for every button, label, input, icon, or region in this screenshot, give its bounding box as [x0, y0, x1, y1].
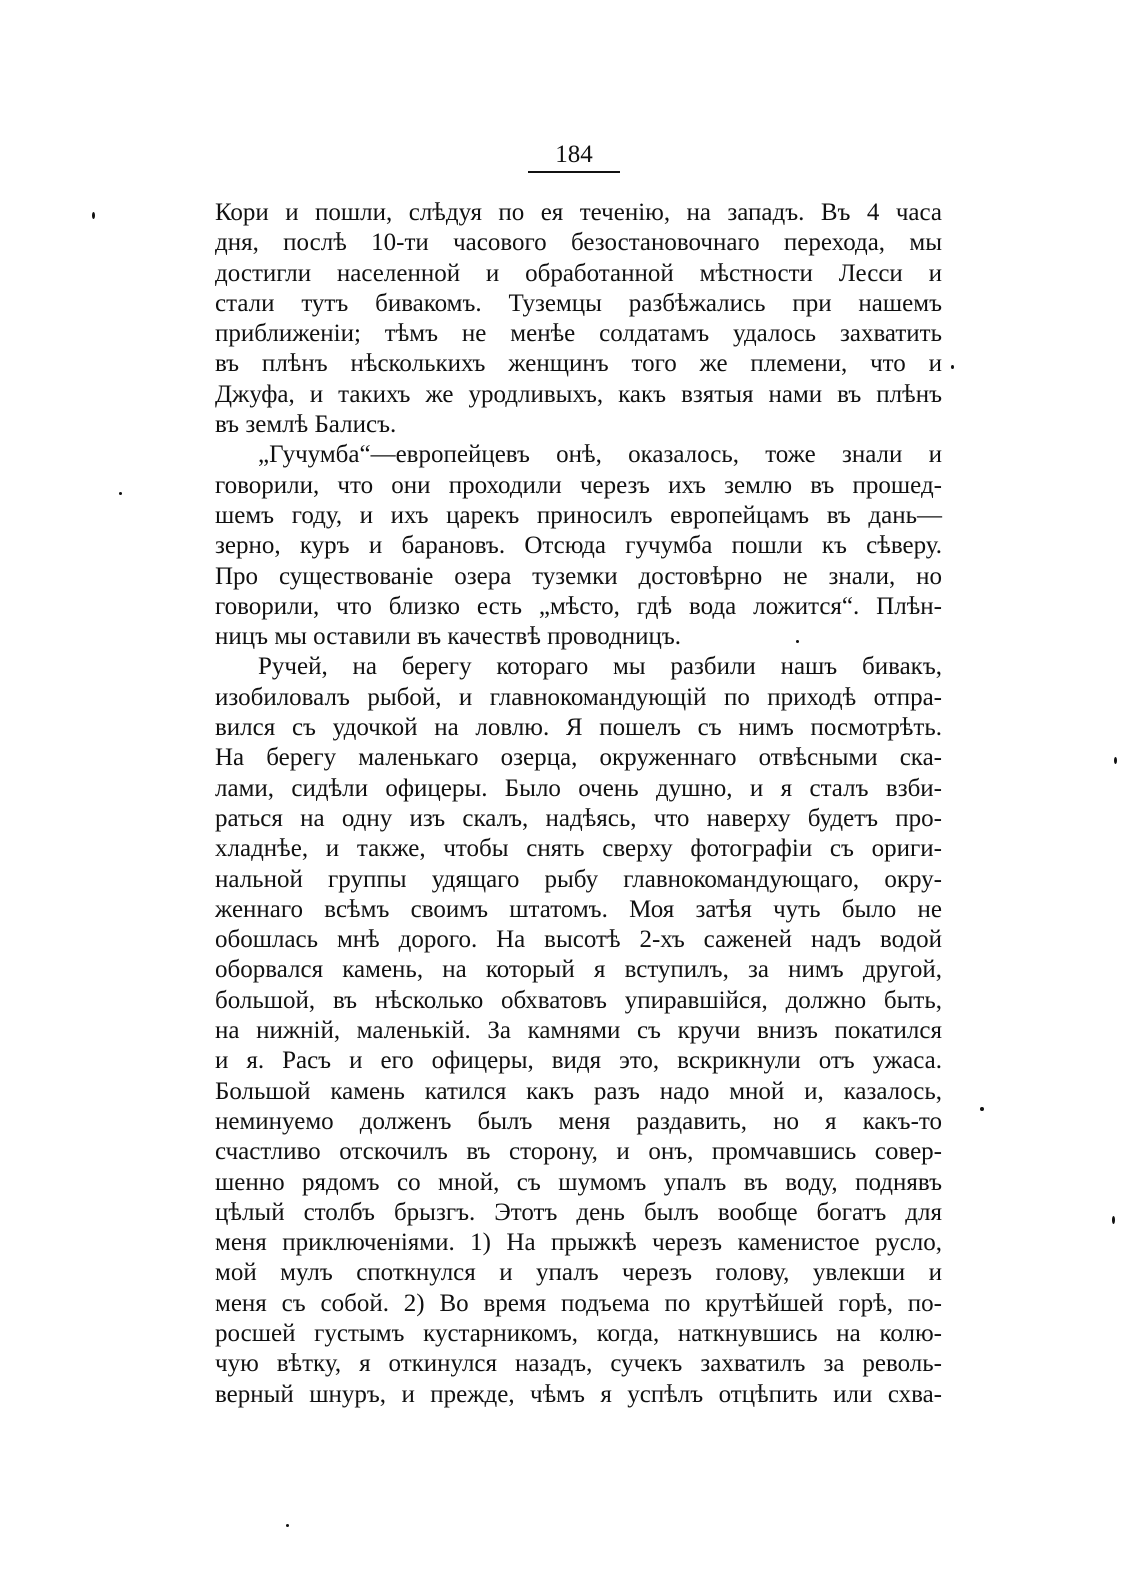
text-line: изобиловалъ рыбой, и главнокомандующій по приходѣ отпра- — [215, 683, 942, 711]
scan-speck — [286, 1524, 289, 1527]
text-line: счастливо отскочилъ въ сторону, и онъ, промчавшись совер- — [215, 1138, 942, 1166]
text-line: достигли населенной и обработанной мѣстности Лесси и — [215, 259, 942, 287]
text-line: мой мулъ споткнулся и упалъ черезъ голову, увлекши и — [215, 1259, 942, 1287]
text-line: цѣлый столбъ брызгъ. Этотъ день былъ вообще богатъ для — [215, 1198, 942, 1226]
text-line: шемъ году, и ихъ царекъ приносилъ европейцамъ въ дань— — [215, 501, 942, 529]
text-line: меня съ собой. 2) Во время подъема по крутѣйшей горѣ, по- — [215, 1289, 942, 1317]
text-line: говорили, что они проходили черезъ ихъ землю въ прошед- — [215, 471, 942, 499]
page-number: 184 — [528, 140, 620, 173]
scan-speck — [951, 365, 954, 369]
text-line: Большой камень катился какъ разъ надо мной и, казалось, — [215, 1077, 942, 1105]
text-line: меня приключеніями. 1) На прыжкѣ черезъ каменистое русло, — [215, 1229, 942, 1257]
scan-speck — [796, 640, 799, 643]
text-line: зерно, куръ и барановъ. Отсюда гучумба пошли къ сѣверу. — [215, 532, 942, 560]
text-line: дня, послѣ 10-ти часового безостановочнаго перехода, мы — [215, 229, 942, 257]
text-line: хладнѣе, и также, чтобы снять сверху фотографіи съ ориги- — [215, 835, 942, 863]
text-line: обошлась мнѣ дорого. На высотѣ 2-хъ саженей надъ водой — [215, 926, 942, 954]
text-line: и я. Расъ и его офицеры, видя это, вскрикнули отъ ужаса. — [215, 1047, 942, 1075]
text-line: на нижній, маленькій. За камнями съ кручи внизъ покатился — [215, 1017, 942, 1045]
text-line: въ плѣнъ нѣсколькихъ женщинъ того же племени, что и — [215, 350, 942, 378]
text-line: ницъ мы оставили въ качествѣ проводницъ. — [215, 623, 682, 651]
text-line: въ землѣ Балисъ. — [215, 411, 397, 439]
text-line: На берегу маленькаго озерца, окруженнаго отвѣсными ска- — [215, 744, 942, 772]
text-line: приближеніи; тѣмъ не менѣе солдатамъ удалось захватить — [215, 320, 942, 348]
text-line: говорили, что близко есть „мѣсто, гдѣ вода ложится“. Плѣн- — [215, 592, 942, 620]
text-line: Кори и пошли, слѣдуя по ея теченію, на западъ. Въ 4 часа — [215, 199, 942, 226]
text-line: росшей густымъ кустарникомъ, когда, наткнувшись на колю- — [215, 1319, 942, 1347]
text-line: оборвался камень, на который я вступилъ, за нимъ другой, — [215, 956, 942, 984]
scan-speck — [980, 1107, 984, 1111]
text-line: шенно рядомъ со мной, съ шумомъ упалъ въ воду, поднявъ — [215, 1168, 942, 1196]
text-line: Про существованіе озера туземки достовѣрно не знали, но — [215, 562, 942, 590]
text-line: чую вѣтку, я откинулся назадъ, сучекъ захватилъ за револь- — [215, 1350, 942, 1378]
text-line: раться на одну изъ скалъ, надѣясь, что наверху будетъ про- — [215, 804, 942, 832]
text-line: верный шнуръ, и прежде, чѣмъ я успѣлъ отцѣпить или схва- — [215, 1380, 942, 1408]
text-line: Ручей, на берегу котораго мы разбили нашъ бивакъ, — [258, 653, 942, 681]
scan-speck — [1112, 1216, 1115, 1224]
text-line: нальной группы удящаго рыбу главнокомандующаго, окру- — [215, 865, 942, 893]
text-line: „Гучумба“—европейцевъ онѣ, оказалось, тоже знали и — [258, 441, 942, 469]
scan-speck — [92, 212, 95, 219]
text-line: женнаго всѣмъ своимъ штатомъ. Моя затѣя чуть было не — [215, 895, 942, 923]
scan-speck — [119, 492, 122, 495]
scan-speck — [1114, 757, 1117, 764]
text-line: стали тутъ бивакомъ. Туземцы разбѣжались при нашемъ — [215, 289, 942, 317]
text-line: Джуфа, и такихъ же уродливыхъ, какъ взятыя нами въ плѣнъ — [215, 380, 942, 408]
text-line: неминуемо долженъ былъ меня раздавить, но я какъ-то — [215, 1107, 942, 1135]
text-line: вился съ удочкой на ловлю. Я пошелъ съ нимъ посмотрѣть. — [215, 714, 942, 742]
body-text — [215, 198, 942, 1410]
text-line: лами, сидѣли офицеры. Было очень душно, и я сталъ взби- — [215, 774, 942, 802]
text-line: большой, въ нѣсколько обхватовъ упиравшійся, должно быть, — [215, 986, 942, 1014]
